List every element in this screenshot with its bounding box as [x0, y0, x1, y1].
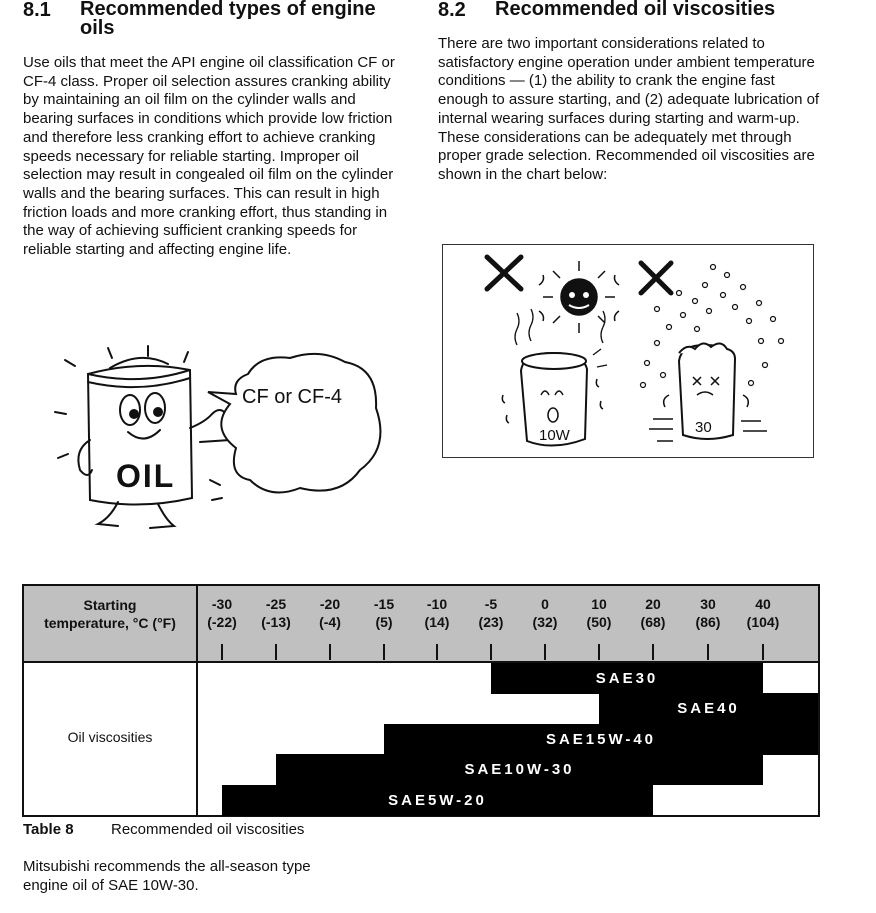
axis-tick	[707, 644, 709, 660]
tick-label-c: -15	[373, 596, 395, 612]
viscosity-bar: SAE30	[491, 663, 763, 694]
section-8-1-number: 8.1	[23, 0, 51, 21]
tick-label-f: (50)	[586, 614, 612, 630]
header-label-line2: temperature, °C (°F)	[44, 615, 176, 631]
tick-label-c: 30	[700, 596, 716, 612]
tick-label-f: (-22)	[207, 614, 237, 630]
tick-label-f: (32)	[532, 614, 558, 630]
axis-tick	[383, 644, 385, 660]
section-8-1-title: Recommended types of engine oils	[80, 0, 376, 39]
hot-can-label: 10W	[539, 427, 570, 444]
row-label-oil-viscosities: Oil viscosities	[67, 729, 153, 745]
section-8-2-body: There are two important considerations related to satisfactory engine operation under ambient temperature conditions — (1) the ability to crank the engine fast enough to assure starting, and (2) adequate lubrication of internal wearing surfaces during starting and warm-up. These considerations can be adequately met through proper grade selection. Recommended oil viscosities are shown in the chart below:	[438, 35, 820, 183]
tick-label-f: (86)	[695, 614, 721, 630]
axis-tick	[221, 644, 223, 660]
section-8-2-number: 8.2	[438, 0, 466, 21]
tick-label-f: (-13)	[261, 614, 291, 630]
tick-label-c: -25	[265, 596, 287, 612]
tick-label-c: 40	[755, 596, 771, 612]
axis-tick	[275, 644, 277, 660]
axis-tick	[490, 644, 492, 660]
viscosity-bar: SAE40	[599, 693, 818, 724]
tick-label-c: -5	[484, 596, 498, 612]
weather-illustration	[442, 244, 814, 458]
tick-label-f: (23)	[478, 614, 504, 630]
recommendation-line-2: engine oil of SAE 10W-30.	[23, 877, 199, 894]
viscosity-table	[22, 584, 820, 817]
viscosity-bar: SAE15W-40	[384, 724, 818, 755]
tick-label-f: (5)	[375, 614, 393, 630]
oil-can-label: OIL	[116, 458, 176, 494]
tick-label-c: 0	[541, 596, 549, 612]
viscosity-bar: SAE10W-30	[276, 754, 763, 785]
speech-bubble-text: CF or CF-4	[242, 386, 342, 408]
tick-label-f: (-4)	[319, 614, 341, 630]
section-8-1-body: Use oils that meet the API engine oil classification CF or CF-4 class. Proper oil selection assures cranking ability by maintaining an oil film on the cylinder walls and bearing surfaces in conditions which provide low friction and therefore less cranking effort to achieve cranking speeds necessary for reliable starting. Improper oil selection may result in congealed oil film on the cylinder walls and the bearing surfaces. This can result in high friction loads and more cranking effort, thus standing in the way of achieving sufficient cranking speeds for reliable starting and affecting engine life.	[23, 54, 395, 259]
speech-bubble-shape	[200, 348, 390, 508]
tick-label-f: (104)	[746, 614, 780, 630]
axis-tick	[762, 644, 764, 660]
section-8-2-title: Recommended oil viscosities	[495, 0, 776, 20]
axis-tick	[544, 644, 546, 660]
tick-label-c: -30	[211, 596, 233, 612]
axis-tick	[329, 644, 331, 660]
header-label-line1: Starting	[83, 597, 137, 613]
table-caption-text: Recommended oil viscosities	[111, 821, 305, 838]
axis-tick	[598, 644, 600, 660]
oil-can-illustration	[40, 330, 410, 540]
tick-label-f: (14)	[424, 614, 450, 630]
tick-label-f: (68)	[640, 614, 666, 630]
axis-tick	[652, 644, 654, 660]
axis-tick	[436, 644, 438, 660]
hot-cold-drawing	[443, 245, 813, 457]
viscosity-bar: SAE5W-20	[222, 785, 653, 816]
tick-label-c: -20	[319, 596, 341, 612]
tick-label-c: 10	[591, 596, 607, 612]
cold-can-label: 30	[695, 419, 712, 436]
tick-label-c: 20	[645, 596, 661, 612]
recommendation-line-1: Mitsubishi recommends the all-season type	[23, 858, 311, 875]
table-caption-label: Table 8	[23, 821, 74, 838]
tick-label-c: -10	[426, 596, 448, 612]
